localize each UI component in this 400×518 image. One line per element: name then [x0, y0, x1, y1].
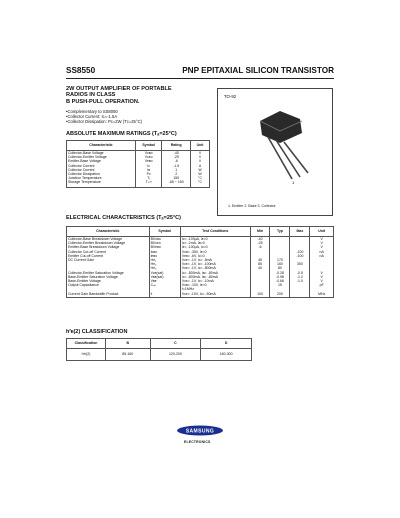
col-header: Symbol — [135, 141, 162, 151]
col-header: Test Conditions — [180, 227, 250, 237]
description-line: B PUSH-PULL OPERATION. — [66, 98, 140, 105]
col-header: Characteristic — [67, 141, 136, 151]
feature-item: • Complementary to SS8050 — [66, 109, 142, 114]
col-header: Max — [290, 227, 310, 237]
svg-text:1: 1 — [292, 180, 295, 185]
samsung-logo — [176, 425, 224, 436]
hfe-cell: 160-300 — [201, 349, 252, 361]
feature-list — [66, 109, 142, 125]
feature-item: • Collector Dissipation: Pᴄ=2W (Tᴄ=25°C) — [66, 119, 142, 124]
feature-item: • Collector Current: Iᴄ=-1.5A — [66, 114, 142, 119]
header-title: PNP EPITAXIAL SILICON TRANSISTOR — [182, 66, 334, 75]
col-header: Classification — [67, 339, 106, 349]
col-header: Characteristic — [67, 227, 150, 237]
logo-subtitle: ELECTRONICS — [184, 440, 211, 444]
col-header: Unit — [310, 227, 334, 237]
col-header: B — [106, 339, 151, 349]
description — [66, 86, 172, 105]
hfe-cell: 120-200 — [150, 349, 201, 361]
logo-brand-text: SAMSUNG — [185, 428, 215, 435]
col-header: Symbol — [149, 227, 180, 237]
package-box — [217, 88, 333, 216]
header-rule — [66, 78, 334, 79]
transistor-image — [218, 89, 332, 215]
col-header: Rating — [162, 141, 191, 151]
col-header: D — [201, 339, 252, 349]
hfe-title: hᶠᴇ(2) CLASSIFICATION — [66, 329, 128, 335]
col-header: Unit — [191, 141, 210, 151]
description-line: RADIOS IN CLASS — [66, 92, 116, 99]
min-cell: -40 -25 -6 45 85 40 100 — [250, 237, 270, 298]
rating-cell: -40 -25 -6 -1.5 1 2 150 -65 ~ 150 — [162, 151, 191, 188]
unit-cell: V V V nA nA V V V pF MHz — [310, 237, 334, 298]
symbol-cell: Vᴄʙᴏ Vᴄᴇᴏ Vᴇʙᴏ Iᴄ Iʙ Pᴄ Tⱼ Tₛₜᵍ — [135, 151, 162, 188]
package-label: TO-92 — [224, 94, 237, 99]
characteristic-cell: Collector-Base Voltage Collector-Emitter Voltage Emitter-Base Voltage Collector Current Collector Current Collector Dissipation Junction Temperature Storage Temperature — [67, 151, 136, 188]
hfe-cell: 85-160 — [106, 349, 151, 361]
col-header: C — [150, 339, 201, 349]
elec-title: ELECTRICAL CHARACTERISTICS (Tₐ=25°C) — [66, 215, 181, 221]
abs-max-title: ABSOLUTE MAXIMUM RATINGS (Tₐ=25°C) — [66, 131, 177, 137]
pin-caption: 1. Emitter 2. Base 3. Collector — [228, 204, 276, 208]
hfe-cell: hᶠᴇ(2) — [67, 349, 106, 361]
max-cell: -100 -100 300 -0.5 -1.2 -1.0 — [290, 237, 310, 298]
elec-table — [66, 226, 334, 298]
description-line: 2W OUTPUT AMPLIFIER OF PORTABLE — [66, 86, 172, 92]
col-header: Min — [250, 227, 270, 237]
characteristic-cell: Collector-Base Breakdown Voltage Collector-Emitter Breakdown Voltage Emitter-Base Breakdown Voltage Collector Cut-off Current Emitter Cut-off Current DC Current Gain Collector-Emitter Saturation Voltage Base-Emitter Saturation Voltage Base-Emitter Voltage Output Capacitance Current Gain Bandwidth Product — [67, 237, 150, 298]
part-number: SS8550 — [66, 66, 96, 75]
col-header: Typ — [270, 227, 290, 237]
condition-cell: Iᴄ= -100μA, Iᴇ=0 Iᴄ= -2mA, Iʙ=0 Iᴇ= -100μA, Iᴄ=0 Vᴄʙ= -35V, Iᴇ=0 Vᴇʙ= -6V, Iᴄ=0 Vᴄᴇ= -1V, Iᴄ= -5mA Vᴄᴇ= -1V, Iᴄ= -100mA Vᴄᴇ= -1V, Iᴄ= -800mA Iᴄ= -800mA, Iʙ= -80mA Iᴄ= -800mA, Iʙ= -80mA Vᴄᴇ= -1V, Iᴄ= -10mA Vᴄʙ= -10V, Iᴇ=0 f=1MHz Vᴄᴇ= -10V, Iᴄ= -50mA — [180, 237, 250, 298]
abs-max-table — [66, 140, 210, 188]
symbol-cell: BVᴄʙᴏ BVᴄᴇᴏ BVᴇʙᴏ Iᴄʙᴏ Iᴇʙᴏ hᶠᴇ₁ hᶠᴇ₂ hᶠᴇ₃ Vᴄᴇ(sat) Vʙᴇ(sat) Vʙᴇ Cₒᵦ fₜ — [149, 237, 180, 298]
unit-cell: V V V A W W °C °C — [191, 151, 210, 188]
hfe-table — [66, 338, 252, 361]
typ-cell: 170 160 80 -0.28 -0.98 -0.66 15 200 — [270, 237, 290, 298]
